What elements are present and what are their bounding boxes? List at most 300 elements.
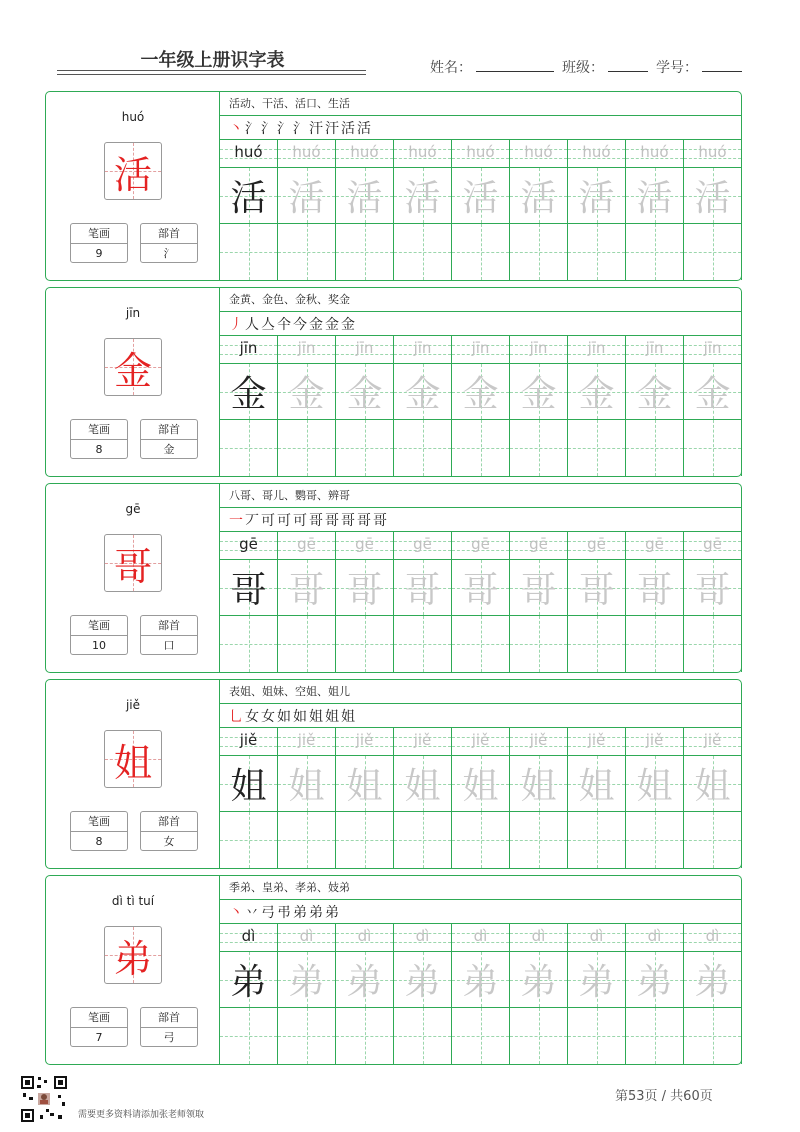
blank-cell[interactable] [278, 812, 336, 868]
stroke-count-value: 7 [95, 1031, 103, 1044]
char-pinyin: jīn [125, 306, 141, 320]
pinyin-cell[interactable] [568, 728, 626, 756]
char-cell[interactable] [452, 560, 510, 616]
char-trace: 弟 [346, 962, 383, 1003]
char-trace: 姐 [346, 766, 383, 807]
char-cell[interactable] [220, 560, 278, 616]
blank-cell[interactable] [626, 420, 684, 476]
name-blank[interactable] [476, 58, 554, 72]
pinyin-cell[interactable] [452, 924, 510, 952]
stroke-order [220, 116, 741, 140]
pinyin-cell[interactable] [626, 532, 684, 560]
char-trace: 金 [462, 374, 499, 415]
char-cell[interactable] [626, 560, 684, 616]
stroke-count-box [70, 223, 128, 263]
char-trace: 金 [578, 374, 615, 415]
blank-cell[interactable] [336, 616, 394, 672]
char-cell[interactable] [336, 756, 394, 812]
char-cell[interactable] [684, 560, 742, 616]
pinyin-cell[interactable] [336, 728, 394, 756]
blank-cell[interactable] [220, 616, 278, 672]
stroke-step: 金 [309, 316, 323, 333]
char-cell[interactable] [278, 168, 336, 224]
pinyin-trace: gē [471, 535, 490, 553]
blank-cell[interactable] [626, 616, 684, 672]
word-list: 季弟、皇弟、孝弟、妓弟 [220, 876, 741, 900]
pinyin-cell[interactable] [684, 336, 742, 364]
char-trace: 姐 [462, 766, 499, 807]
pinyin-cell[interactable] [452, 140, 510, 168]
stroke-count-label: 笔画 [71, 420, 127, 440]
pinyin-trace: huó [640, 143, 669, 161]
char-cell[interactable] [568, 756, 626, 812]
char-trace: 姐 [404, 766, 441, 807]
char-trace: 姐 [636, 766, 673, 807]
char-cell[interactable] [510, 364, 568, 420]
char-cell[interactable] [510, 952, 568, 1008]
pinyin-cell[interactable] [220, 532, 278, 560]
pinyin-cell[interactable] [626, 140, 684, 168]
char-trace: 哥 [636, 570, 673, 611]
char-cell[interactable] [220, 756, 278, 812]
title-underline [57, 70, 366, 75]
blank-cell[interactable] [278, 616, 336, 672]
pinyin-cell[interactable] [510, 140, 568, 168]
pinyin-trace: gē [587, 535, 606, 553]
pinyin-trace: gē [297, 535, 316, 553]
stroke-step: 氵 [277, 120, 291, 137]
blank-cell[interactable] [336, 224, 394, 280]
pinyin-trace: jīn [297, 339, 316, 357]
radical-label: 部首 [141, 1008, 197, 1028]
blank-cell[interactable] [220, 224, 278, 280]
char-box [104, 730, 162, 788]
char-cell[interactable] [568, 560, 626, 616]
radical-box [140, 223, 198, 263]
char-trace: 弟 [520, 962, 557, 1003]
char-cell[interactable] [626, 364, 684, 420]
pinyin-trace: jiě [355, 731, 374, 749]
char-trace: 哥 [404, 570, 441, 611]
pinyin-trace: jiě [529, 731, 548, 749]
blank-cell[interactable] [684, 616, 742, 672]
radical-box [140, 1007, 198, 1047]
pinyin-cell[interactable] [510, 728, 568, 756]
pinyin-cell[interactable] [568, 532, 626, 560]
blank-cell[interactable] [568, 812, 626, 868]
char-cell[interactable] [684, 364, 742, 420]
blank-cell[interactable] [278, 224, 336, 280]
page-number: 第53页 / 共60页 [615, 1089, 713, 1104]
blank-cell[interactable] [510, 1008, 568, 1064]
qr-code-icon [20, 1075, 68, 1123]
char-trace: 哥 [520, 570, 557, 611]
radical-value: 金 [163, 443, 175, 456]
char-trace: 弟 [288, 962, 325, 1003]
blank-cell[interactable] [220, 420, 278, 476]
stroke-step: 弟 [325, 904, 339, 921]
pinyin-trace: jiě [413, 731, 432, 749]
pinyin-cell[interactable] [394, 728, 452, 756]
char-trace: 姐 [520, 766, 557, 807]
blank-cell[interactable] [452, 1008, 510, 1064]
blank-cell[interactable] [510, 812, 568, 868]
blank-cell[interactable] [684, 420, 742, 476]
pinyin-cell[interactable] [510, 532, 568, 560]
number-label: 学号： [656, 60, 698, 76]
blank-cell[interactable] [626, 1008, 684, 1064]
pinyin-trace: gē [239, 535, 258, 553]
char-box [104, 142, 162, 200]
radical-value: 女 [163, 835, 175, 848]
char-cell[interactable] [394, 952, 452, 1008]
char-trace: 姐 [694, 766, 731, 807]
stroke-step: 姐 [325, 708, 339, 725]
char-trace: 金 [346, 374, 383, 415]
char-cell[interactable] [452, 952, 510, 1008]
pinyin-cell[interactable] [510, 924, 568, 952]
blank-cell[interactable] [220, 812, 278, 868]
blank-cell[interactable] [452, 812, 510, 868]
char-pinyin: dì tì tuí [111, 894, 155, 908]
stroke-step: 汗 [309, 120, 323, 137]
char-trace: 哥 [346, 570, 383, 611]
char-info-panel [46, 92, 220, 280]
pinyin-trace: jīn [413, 339, 432, 357]
char-trace: 金 [288, 374, 325, 415]
blank-cell[interactable] [394, 1008, 452, 1064]
pinyin-cell[interactable] [684, 532, 742, 560]
radical-box [140, 811, 198, 851]
char-box [104, 338, 162, 396]
pinyin-trace: gē [645, 535, 664, 553]
pinyin-cell[interactable] [394, 140, 452, 168]
page-header [0, 0, 800, 90]
char-cell[interactable] [336, 560, 394, 616]
stroke-step: 金 [341, 316, 355, 333]
word-list: 八哥、哥儿、鹦哥、辨哥 [220, 484, 741, 508]
footer-note: 需要更多资料请添加张老师领取 [78, 1110, 205, 1120]
blank-cell[interactable] [394, 616, 452, 672]
stroke-count-value: 8 [95, 835, 103, 848]
pinyin-trace: jīn [355, 339, 374, 357]
char-cell[interactable] [394, 364, 452, 420]
practice-panel [220, 680, 741, 868]
stroke-step: 可 [293, 512, 307, 529]
pinyin-cell[interactable] [568, 140, 626, 168]
char-cell[interactable] [452, 756, 510, 812]
char-trace: 金 [636, 374, 673, 415]
char-cell[interactable] [684, 952, 742, 1008]
blank-cell[interactable] [278, 1008, 336, 1064]
char-trace: 哥 [462, 570, 499, 611]
practice-panel [220, 876, 741, 1064]
pinyin-trace: gē [529, 535, 548, 553]
blank-cell[interactable] [336, 420, 394, 476]
pinyin-cell[interactable] [220, 140, 278, 168]
char-cell[interactable] [394, 756, 452, 812]
char-trace: 弟 [462, 962, 499, 1003]
stroke-count-box [70, 1007, 128, 1047]
pinyin-trace: dì [415, 927, 430, 945]
pinyin-cell[interactable] [568, 336, 626, 364]
char-cell[interactable] [684, 168, 742, 224]
stroke-step: 一 [229, 512, 243, 529]
stroke-step: 活 [341, 120, 355, 137]
stroke-step: 活 [357, 120, 371, 137]
pinyin-cell[interactable] [278, 728, 336, 756]
character-card [45, 287, 742, 477]
char-main: 姐 [113, 740, 152, 785]
stroke-step: 丶 [229, 120, 243, 137]
pinyin-cell[interactable] [394, 924, 452, 952]
char-cell[interactable] [220, 952, 278, 1008]
char-trace: 金 [694, 374, 731, 415]
stroke-step: 仐 [277, 316, 291, 333]
pinyin-cell[interactable] [452, 336, 510, 364]
char-cell[interactable] [626, 756, 684, 812]
pinyin-cell[interactable] [336, 532, 394, 560]
pinyin-cell[interactable] [278, 336, 336, 364]
character-card [45, 875, 742, 1065]
pinyin-cell[interactable] [452, 728, 510, 756]
blank-cell[interactable] [568, 224, 626, 280]
char-cell[interactable] [394, 168, 452, 224]
char-info-panel [46, 484, 220, 672]
blank-cell[interactable] [336, 812, 394, 868]
char-cell[interactable] [336, 952, 394, 1008]
pinyin-cell[interactable] [336, 336, 394, 364]
blank-cell[interactable] [626, 224, 684, 280]
word-list: 金黄、金色、金秋、奖金 [220, 288, 741, 312]
word-list: 活动、干活、活口、生活 [220, 92, 741, 116]
pinyin-trace: jiě [239, 731, 258, 749]
pinyin-trace: dì [299, 927, 314, 945]
char-cell[interactable] [568, 952, 626, 1008]
pinyin-cell[interactable] [684, 924, 742, 952]
char-trace: 活 [288, 178, 325, 219]
stroke-step: 哥 [357, 512, 371, 529]
char-cell[interactable] [452, 168, 510, 224]
blank-cell[interactable] [452, 224, 510, 280]
blank-cell[interactable] [510, 616, 568, 672]
blank-cell[interactable] [510, 420, 568, 476]
char-cell[interactable] [452, 364, 510, 420]
char-main: 金 [113, 348, 152, 393]
stroke-count-box [70, 419, 128, 459]
stroke-count-label: 笔画 [71, 812, 127, 832]
char-cell[interactable] [336, 168, 394, 224]
radical-value: 氵 [163, 247, 175, 260]
char-cell[interactable] [278, 560, 336, 616]
pinyin-cell[interactable] [220, 728, 278, 756]
class-blank[interactable] [608, 58, 648, 72]
stroke-step: 金 [325, 316, 339, 333]
pinyin-cell[interactable] [684, 728, 742, 756]
pinyin-trace: dì [357, 927, 372, 945]
char-cell[interactable] [220, 364, 278, 420]
char-cell[interactable] [510, 560, 568, 616]
char-cell[interactable] [394, 560, 452, 616]
page-title: 一年级上册识字表 [140, 50, 285, 71]
pinyin-trace: gē [413, 535, 432, 553]
blank-cell[interactable] [336, 1008, 394, 1064]
char-trace: 活 [520, 178, 557, 219]
char-cell[interactable] [510, 756, 568, 812]
stroke-count-label: 笔画 [71, 1008, 127, 1028]
pinyin-cell[interactable] [278, 924, 336, 952]
stroke-step: 弟 [309, 904, 323, 921]
pinyin-trace: huó [524, 143, 553, 161]
pinyin-cell[interactable] [336, 140, 394, 168]
practice-grid [220, 140, 741, 280]
stroke-count-value: 9 [95, 247, 103, 260]
stroke-step: 氵 [293, 120, 307, 137]
blank-cell[interactable] [452, 616, 510, 672]
char-cell[interactable] [510, 168, 568, 224]
stroke-step: 人 [245, 316, 259, 333]
blank-cell[interactable] [568, 616, 626, 672]
blank-cell[interactable] [568, 1008, 626, 1064]
char-info-panel [46, 876, 220, 1064]
char-cell[interactable] [278, 364, 336, 420]
pinyin-trace: huó [234, 143, 263, 161]
blank-cell[interactable] [510, 224, 568, 280]
pinyin-trace: dì [241, 927, 256, 945]
pinyin-trace: dì [647, 927, 662, 945]
char-main: 活 [113, 152, 152, 197]
pinyin-cell[interactable] [452, 532, 510, 560]
pinyin-cell[interactable] [568, 924, 626, 952]
stroke-step: 弓 [261, 904, 275, 921]
stroke-step: 姐 [341, 708, 355, 725]
pinyin-trace: jiě [645, 731, 664, 749]
stroke-step: 如 [293, 708, 307, 725]
blank-cell[interactable] [278, 420, 336, 476]
pinyin-cell[interactable] [336, 924, 394, 952]
pinyin-trace: huó [350, 143, 379, 161]
char-trace: 弟 [694, 962, 731, 1003]
blank-cell[interactable] [684, 1008, 742, 1064]
char-cell[interactable] [336, 364, 394, 420]
pinyin-trace: jīn [645, 339, 664, 357]
pinyin-cell[interactable] [510, 336, 568, 364]
pinyin-trace: jīn [587, 339, 606, 357]
blank-cell[interactable] [568, 420, 626, 476]
char-trace: 弟 [230, 962, 267, 1003]
number-blank[interactable] [702, 58, 742, 72]
pinyin-trace: huó [466, 143, 495, 161]
char-pinyin: jiě [125, 698, 141, 712]
stroke-step: 女 [261, 708, 275, 725]
blank-cell[interactable] [626, 812, 684, 868]
char-cell[interactable] [278, 756, 336, 812]
character-card [45, 91, 742, 281]
stroke-step: 丶 [229, 904, 243, 921]
pinyin-trace: jīn [471, 339, 490, 357]
char-trace: 活 [578, 178, 615, 219]
pinyin-cell[interactable] [220, 924, 278, 952]
number-field[interactable] [656, 57, 742, 77]
stroke-step: 氵 [261, 120, 275, 137]
class-field[interactable] [562, 57, 648, 77]
pinyin-cell[interactable] [626, 728, 684, 756]
pinyin-cell[interactable] [394, 336, 452, 364]
pinyin-trace: dì [589, 927, 604, 945]
pinyin-trace: gē [703, 535, 722, 553]
pinyin-trace: huó [698, 143, 727, 161]
practice-grid [220, 532, 741, 672]
pinyin-cell[interactable] [626, 336, 684, 364]
stroke-step: 可 [277, 512, 291, 529]
char-cell[interactable] [568, 364, 626, 420]
stroke-step: 今 [293, 316, 307, 333]
blank-cell[interactable] [220, 1008, 278, 1064]
radical-value: 口 [163, 639, 175, 652]
char-trace: 哥 [578, 570, 615, 611]
char-cell[interactable] [568, 168, 626, 224]
char-trace: 活 [636, 178, 673, 219]
radical-box [140, 419, 198, 459]
radical-box [140, 615, 198, 655]
char-cell[interactable] [626, 952, 684, 1008]
radical-label: 部首 [141, 812, 197, 832]
stroke-count-label: 笔画 [71, 616, 127, 636]
blank-cell[interactable] [684, 812, 742, 868]
pinyin-cell[interactable] [394, 532, 452, 560]
char-cell[interactable] [278, 952, 336, 1008]
practice-grid [220, 728, 741, 868]
practice-panel [220, 484, 741, 672]
stroke-step: 可 [261, 512, 275, 529]
char-cell[interactable] [684, 756, 742, 812]
stroke-step: 女 [245, 708, 259, 725]
char-pinyin: gē [125, 502, 141, 516]
char-cell[interactable] [626, 168, 684, 224]
char-trace: 金 [520, 374, 557, 415]
pinyin-cell[interactable] [684, 140, 742, 168]
pinyin-trace: jiě [297, 731, 316, 749]
stroke-count-value: 10 [92, 639, 106, 652]
name-field[interactable] [430, 57, 554, 77]
stroke-count-box [70, 811, 128, 851]
blank-cell[interactable] [684, 224, 742, 280]
char-cell[interactable] [220, 168, 278, 224]
char-info-panel [46, 680, 220, 868]
char-trace: 金 [230, 374, 267, 415]
pinyin-cell[interactable] [220, 336, 278, 364]
pinyin-trace: huó [408, 143, 437, 161]
blank-cell[interactable] [394, 224, 452, 280]
stroke-step: 亼 [261, 316, 275, 333]
stroke-count-box [70, 615, 128, 655]
stroke-step: 丷 [245, 904, 259, 921]
stroke-step: 氵 [245, 120, 259, 137]
char-trace: 哥 [288, 570, 325, 611]
blank-cell[interactable] [452, 420, 510, 476]
blank-cell[interactable] [394, 812, 452, 868]
radical-label: 部首 [141, 420, 197, 440]
pinyin-trace: dì [705, 927, 720, 945]
blank-cell[interactable] [394, 420, 452, 476]
class-label: 班级： [562, 60, 604, 76]
pinyin-trace: jiě [703, 731, 722, 749]
pinyin-cell[interactable] [626, 924, 684, 952]
stroke-step: 哥 [325, 512, 339, 529]
pinyin-cell[interactable] [278, 532, 336, 560]
char-box [104, 926, 162, 984]
pinyin-cell[interactable] [278, 140, 336, 168]
